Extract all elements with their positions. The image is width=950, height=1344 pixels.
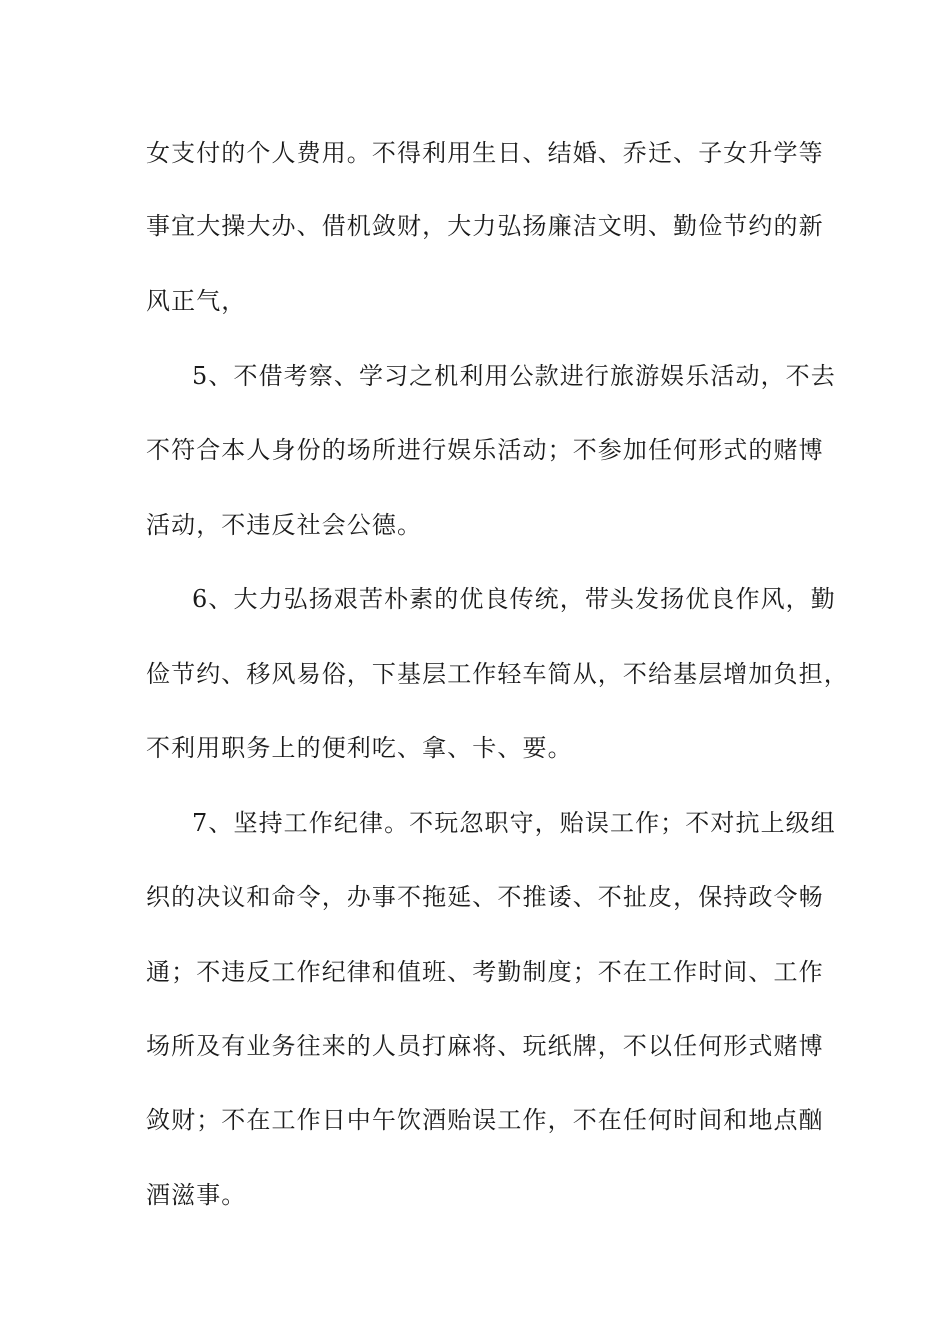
text-line: 不符合本人身份的场所进行娱乐活动；不参加任何形式的赌博 [146, 436, 824, 464]
text-line: 织的决议和命令，办事不拖延、不推诿、不扯皮，保持政令畅 [146, 883, 824, 911]
text-line: 俭节约、移风易俗，下基层工作轻车简从，不给基层增加负担， [146, 660, 849, 688]
text-line: 通；不违反工作纪律和值班、考勤制度；不在工作时间、工作 [146, 958, 824, 986]
text-line: 不利用职务上的便利吃、拿、卡、要。 [146, 734, 573, 762]
text-line: 敛财；不在工作日中午饮酒贻误工作，不在任何时间和地点酗 [146, 1106, 824, 1134]
paragraph-6-first-line: 6、大力弘扬艰苦朴素的优良传统，带头发扬优良作风，勤 [192, 585, 836, 613]
text-line: 场所及有业务往来的人员打麻将、玩纸牌，不以任何形式赌博 [146, 1032, 824, 1060]
paragraph-5-first-line: 5、不借考察、学习之机利用公款进行旅游娱乐活动，不去 [192, 362, 836, 390]
paragraph-7-first-line: 7、坚持工作纪律。不玩忽职守，贻误工作；不对抗上级组 [192, 809, 836, 837]
text-line: 事宜大操大办、借机敛财，大力弘扬廉洁文明、勤俭节约的新 [146, 212, 824, 240]
text-line: 活动，不违反社会公德。 [146, 511, 423, 539]
text-line: 女支付的个人费用。不得利用生日、结婚、乔迁、子女升学等 [146, 139, 824, 167]
text-line: 酒滋事。 [146, 1181, 247, 1209]
text-line: 风正气， [146, 287, 247, 315]
